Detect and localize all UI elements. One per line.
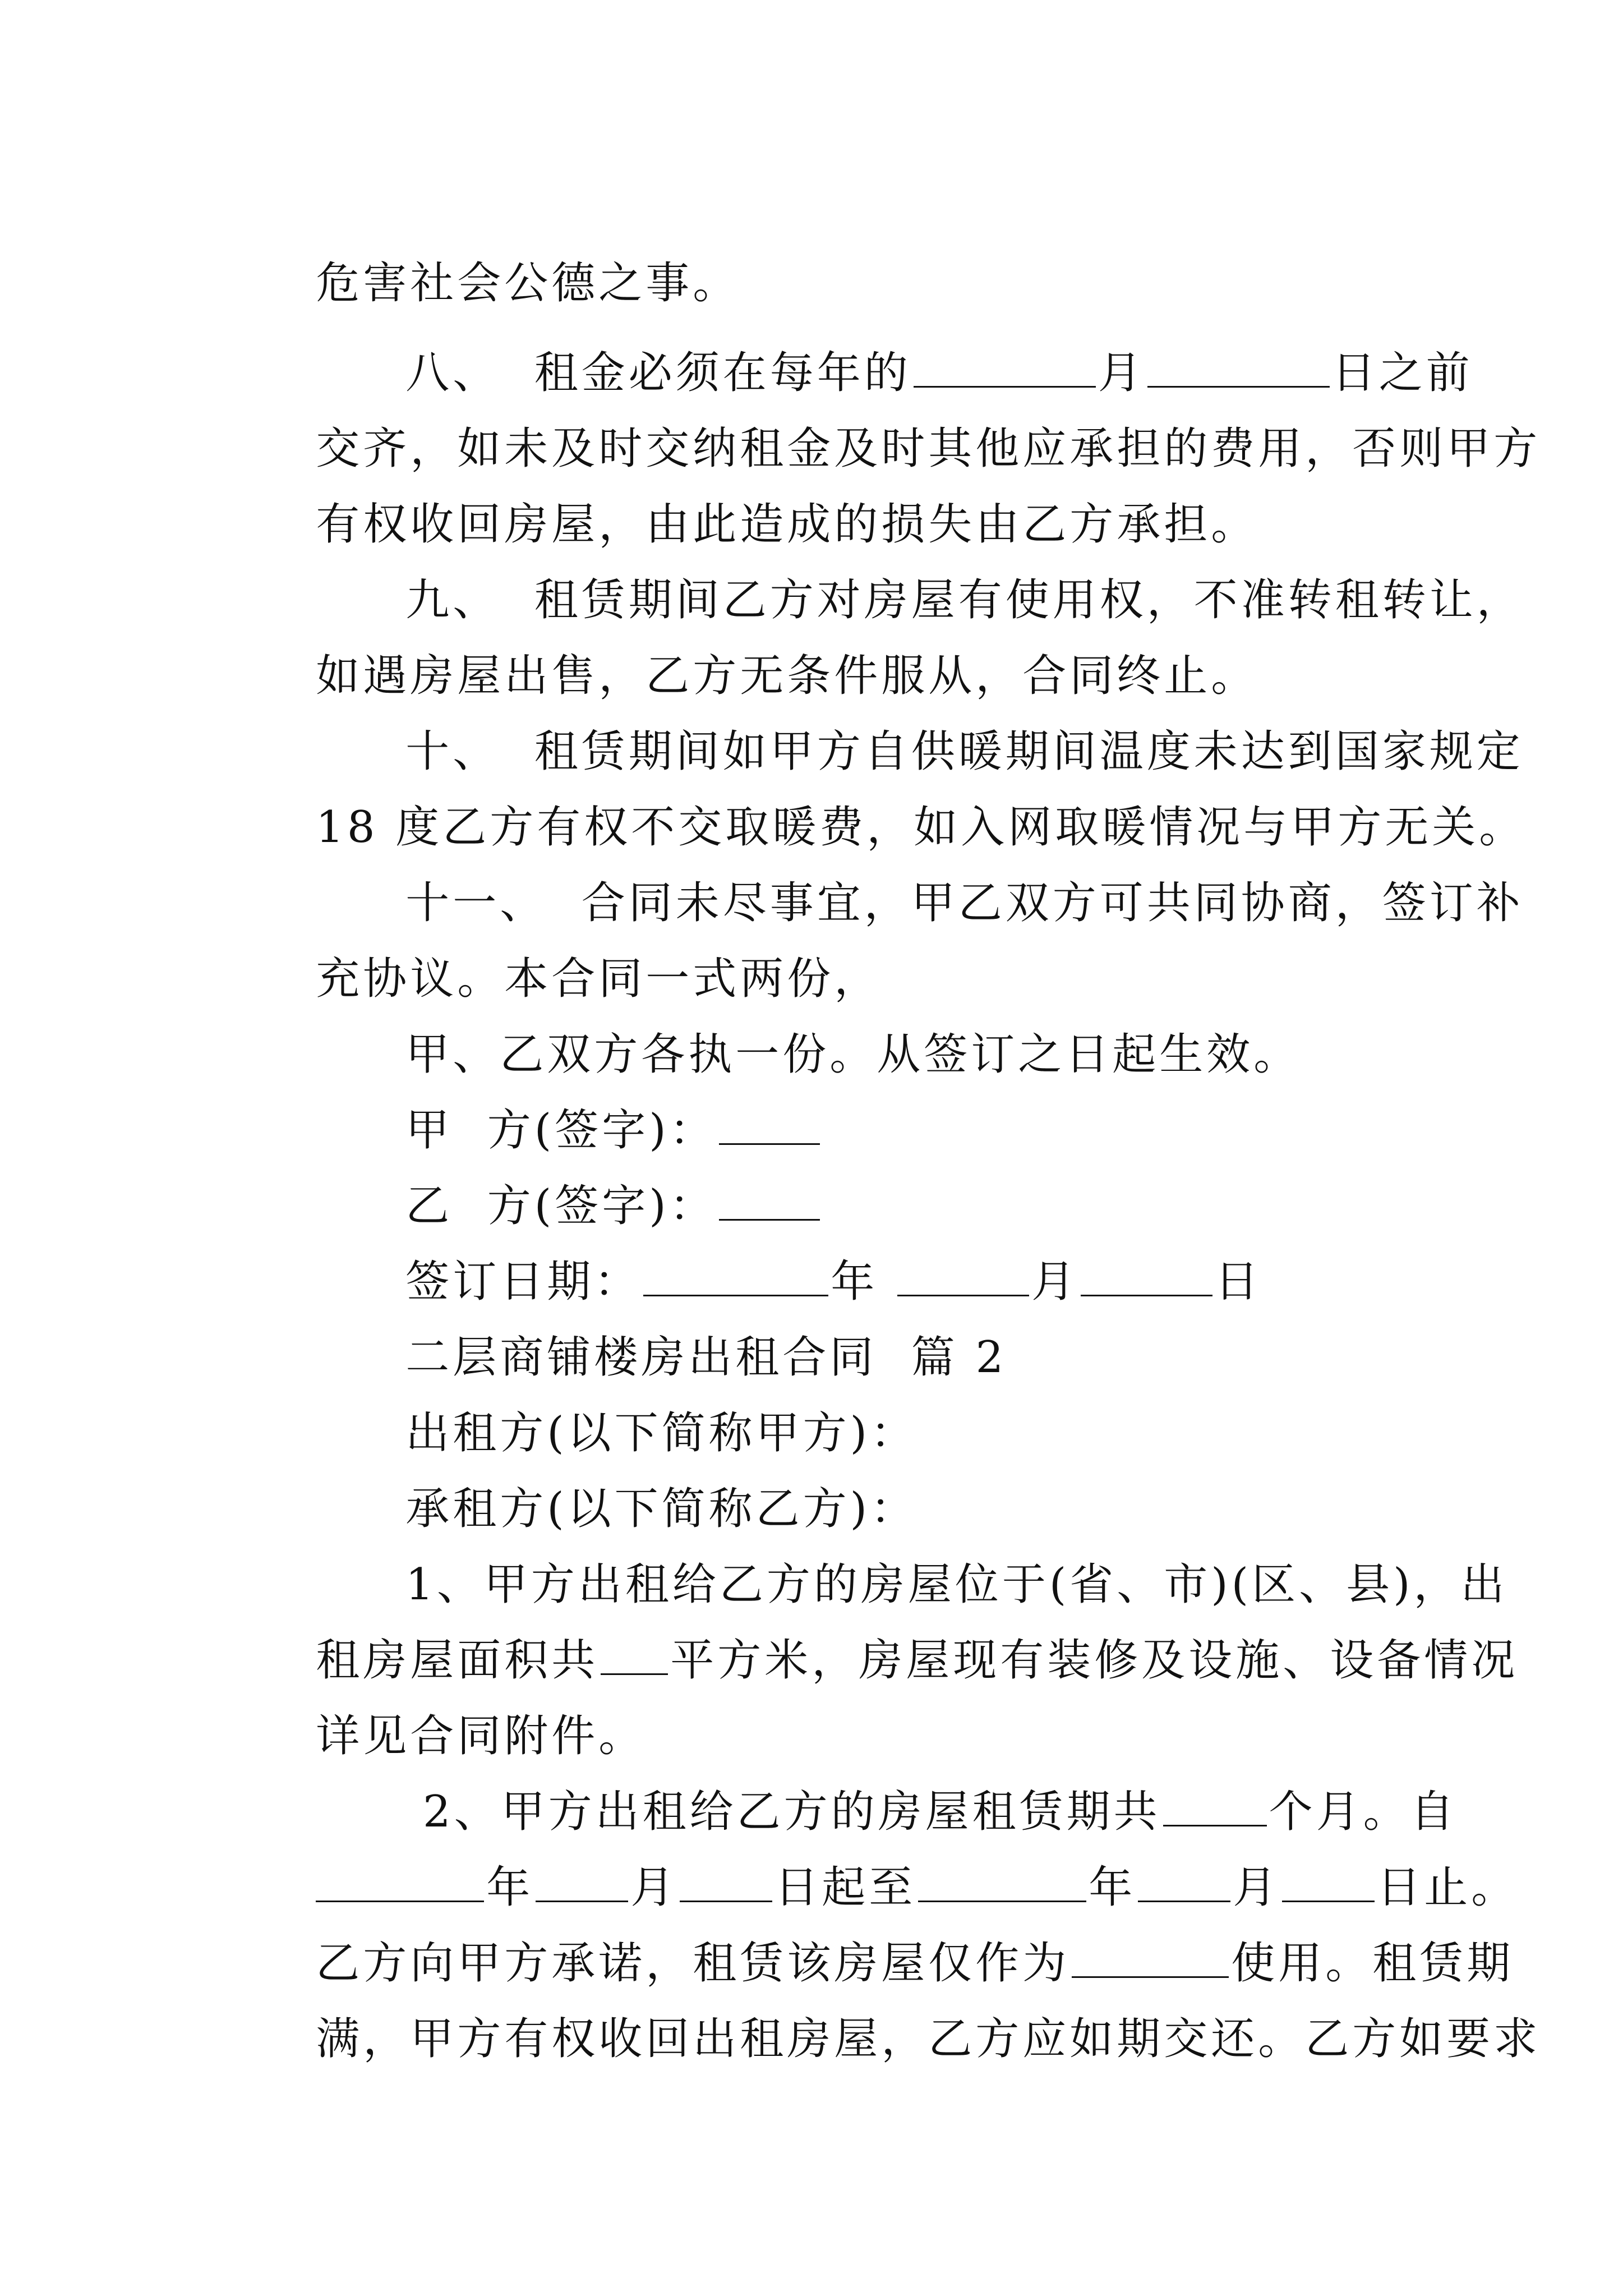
line-text: 出租方(以下简称甲方)：	[405, 1408, 918, 1458]
line-text: 十一、 合同未尽事宜，甲乙双方可共同协商，签订补	[405, 878, 1524, 928]
signature-label: 甲 方(签字)：	[405, 1105, 717, 1156]
text-line	[247, 440, 1396, 550]
line-text: 十、 租赁期间如甲方自供暖期间温度未达到国家规定	[405, 726, 1524, 777]
signing-date-line	[336, 1198, 1486, 1307]
line-text: 月	[630, 1862, 678, 1913]
line-text: 危害社会公德之事。	[316, 258, 740, 309]
item-2-line-1	[336, 1728, 1486, 1837]
clause-10-line-1	[336, 668, 1524, 777]
text-line	[247, 1576, 1519, 1686]
line-text: 个月。自	[1269, 1787, 1458, 1837]
line-text: 八、 租金必须在每年的	[405, 348, 911, 398]
line-text: 承租方(以下简称乙方)：	[405, 1484, 918, 1534]
text-line	[247, 1652, 1396, 1761]
line-text: 月	[1031, 1257, 1079, 1307]
line-text: 满，甲方有权收回出租房屋，乙方应如期交还。乙方如要求	[316, 2014, 1541, 2064]
line-text: 年	[1089, 1862, 1136, 1913]
date-label: 签订日期：	[405, 1257, 642, 1307]
clause-9-line-1	[336, 516, 1524, 625]
text-line	[247, 895, 1396, 1004]
line-text: 月	[1233, 1862, 1280, 1913]
line-text: 九、 租赁期间乙方对房屋有使用权，不准转租转让，	[405, 575, 1524, 625]
item-1-line-1	[336, 1501, 1508, 1610]
lessee-line	[336, 1425, 1486, 1534]
line-text: 1、甲方出租给乙方的房屋位于(省、市)(区、县)，出	[405, 1559, 1508, 1610]
line-text: 乙方向甲方承诺，租赁该房屋仅作为	[316, 1938, 1070, 1989]
line-text: 日起至	[774, 1862, 916, 1913]
line-text: 18 度乙方有权不交取暖费，如入网取暖情况与甲方无关。	[316, 802, 1527, 853]
heading-text: 二层商铺楼房出租合同 篇 2	[405, 1332, 1007, 1383]
line-text: 日之前	[1331, 348, 1473, 398]
signature-label: 乙 方(签字)：	[405, 1181, 717, 1231]
text-line	[247, 592, 1396, 701]
line-text: 日止。	[1377, 1862, 1519, 1913]
text-line	[247, 199, 1396, 309]
line-text: 有权收回房屋，由此造成的损失由乙方承担。	[316, 499, 1258, 550]
line-text: 日	[1215, 1257, 1262, 1307]
party-b-signature-line	[336, 1122, 1486, 1231]
text-line	[336, 970, 1486, 1080]
line-text: 租房屋面积共	[316, 1635, 599, 1686]
lessor-line	[336, 1349, 1486, 1458]
line-text: 如遇房屋出售，乙方无条件服从，合同终止。	[316, 651, 1258, 701]
line-text: 年	[486, 1862, 534, 1913]
line-text: 详见合同附件。	[316, 1711, 646, 1761]
text-line	[247, 743, 1527, 853]
line-text: 交齐，如未及时交纳租金及时其他应承担的费用，否则甲方	[316, 424, 1541, 474]
line-text: 平方米，房屋现有装修及设施、设备情况	[670, 1635, 1519, 1686]
section-heading	[336, 1273, 1486, 1383]
line-text: 充协议。本合同一式两份，	[316, 954, 882, 1004]
term-dates-line	[247, 1803, 1519, 1913]
line-text: 使用。租赁期	[1231, 1938, 1514, 1989]
line-text: 2、甲方出租给乙方的房屋租赁期共	[405, 1787, 1161, 1837]
line-text: 甲、乙双方各执一份。从签订之日起生效。	[405, 1029, 1301, 1080]
clause-8-line-1	[336, 289, 1486, 398]
line-text: 月	[1098, 348, 1145, 398]
party-a-signature-line	[336, 1046, 1486, 1156]
clause-11-line-1	[336, 819, 1524, 928]
line-text: 年	[831, 1257, 895, 1307]
